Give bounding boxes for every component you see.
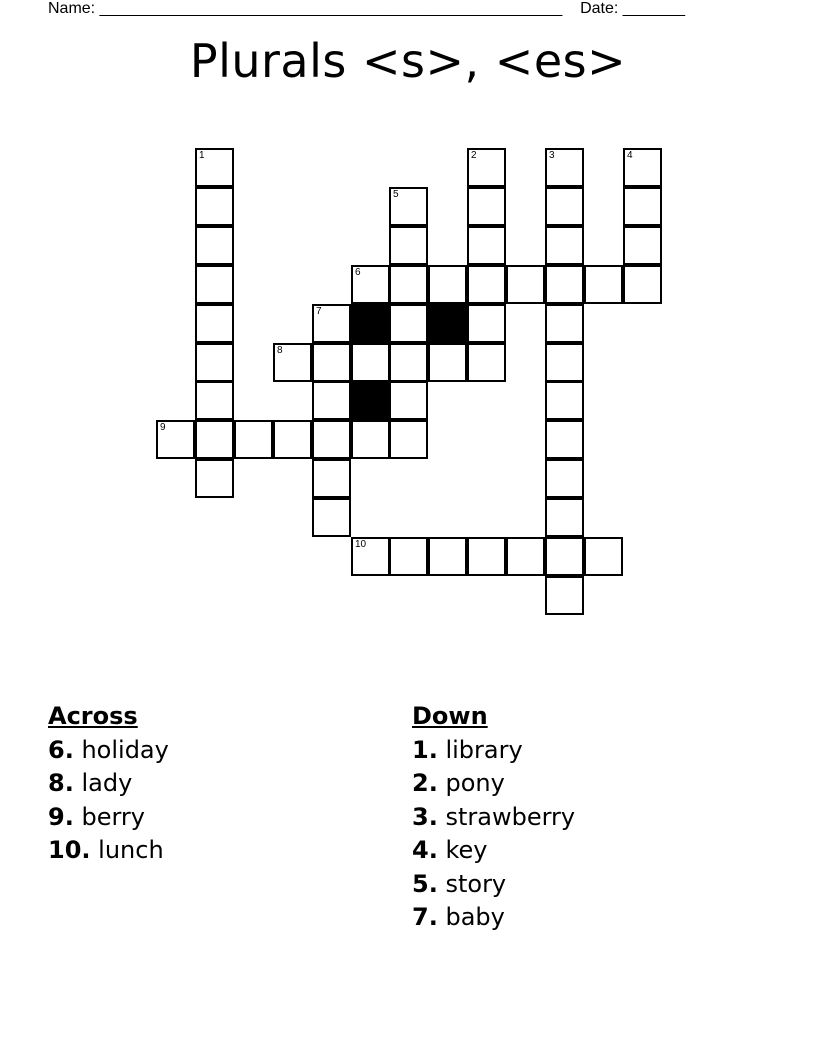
clue-text: lady	[81, 769, 133, 797]
crossword-cell[interactable]	[545, 148, 584, 187]
clue-text: berry	[81, 802, 145, 831]
clue-number: 10.	[48, 836, 91, 864]
across-heading: Across	[48, 702, 138, 730]
crossword-cell[interactable]	[428, 265, 467, 304]
crossword-cell[interactable]	[545, 537, 584, 576]
clue-number-label: 8	[277, 345, 283, 356]
crossword-cell[interactable]	[545, 187, 584, 226]
crossword-cell[interactable]	[506, 537, 545, 576]
clue-down-7	[412, 901, 575, 935]
crossword-cell[interactable]	[584, 265, 623, 304]
crossword-cell[interactable]	[428, 537, 467, 576]
clue-number-label: 9	[160, 422, 166, 433]
date-label: Date:	[580, 0, 619, 17]
crossword-cell[interactable]	[545, 226, 584, 265]
clue-number: 2.	[412, 769, 438, 797]
clue-text: lunch	[98, 836, 164, 864]
clue-text: story	[445, 869, 507, 898]
down-clues	[412, 700, 575, 935]
clue-number: 9.	[48, 802, 74, 831]
clue-down-5	[412, 868, 575, 902]
clue-number-label: 1	[199, 150, 205, 161]
clue-across-10	[48, 834, 169, 868]
clue-text: strawberry	[445, 802, 576, 831]
crossword-cell[interactable]	[428, 343, 467, 382]
crossword-cell[interactable]	[312, 498, 351, 537]
crossword-cell[interactable]	[195, 148, 234, 187]
crossword-black-cell	[351, 304, 390, 343]
page-title: Plurals <s>, <es>	[189, 34, 627, 88]
crossword-cell[interactable]	[545, 459, 584, 498]
crossword-cell[interactable]	[467, 226, 506, 265]
clue-number-label: 2	[471, 150, 477, 161]
crossword-cell[interactable]	[545, 576, 584, 615]
crossword-cell[interactable]	[389, 304, 428, 343]
clue-text: library	[445, 735, 523, 764]
clue-down-4	[412, 834, 575, 868]
crossword-cell[interactable]	[467, 148, 506, 187]
crossword-cell[interactable]	[312, 420, 351, 459]
crossword-cell[interactable]	[389, 187, 428, 226]
crossword-cell[interactable]	[195, 459, 234, 498]
clue-text: baby	[445, 903, 505, 931]
crossword-cell[interactable]	[545, 343, 584, 382]
clue-number: 3.	[412, 802, 438, 831]
crossword-cell[interactable]	[389, 343, 428, 382]
crossword-cell[interactable]	[273, 420, 312, 459]
crossword-cell[interactable]	[623, 187, 662, 226]
clue-number: 7.	[412, 903, 438, 931]
name-field[interactable]: ____________________________________________________	[99, 0, 563, 17]
crossword-cell[interactable]	[195, 420, 234, 459]
crossword-cell[interactable]	[467, 265, 506, 304]
clue-number: 6.	[48, 735, 74, 764]
clue-number-label: 3	[549, 150, 555, 161]
crossword-cell[interactable]	[351, 265, 390, 304]
crossword-cell[interactable]	[467, 537, 506, 576]
crossword-cell[interactable]	[389, 381, 428, 420]
crossword-cell[interactable]	[312, 381, 351, 420]
clue-down-3	[412, 801, 575, 835]
crossword-cell[interactable]	[389, 226, 428, 265]
clue-number-label: 7	[316, 306, 322, 317]
crossword-cell[interactable]	[312, 304, 351, 343]
crossword-cell[interactable]	[195, 381, 234, 420]
clue-down-1	[412, 734, 575, 768]
crossword-cell[interactable]	[545, 498, 584, 537]
crossword-black-cell	[428, 304, 467, 343]
date-field[interactable]: _______	[622, 0, 686, 17]
crossword-cell[interactable]	[389, 420, 428, 459]
crossword-cell[interactable]	[584, 537, 623, 576]
clue-number: 8.	[48, 769, 74, 797]
crossword-cell[interactable]	[467, 304, 506, 343]
clue-across-9	[48, 801, 169, 835]
crossword-cell[interactable]	[351, 537, 390, 576]
crossword-cell[interactable]	[351, 420, 390, 459]
crossword-cell[interactable]	[195, 343, 234, 382]
crossword-cell[interactable]	[351, 343, 390, 382]
crossword-cell[interactable]	[545, 304, 584, 343]
name-label: Name:	[48, 0, 96, 17]
clue-across-8	[48, 767, 169, 801]
crossword-cell[interactable]	[467, 187, 506, 226]
clue-number: 5.	[412, 869, 438, 898]
crossword-cell[interactable]	[389, 537, 428, 576]
crossword-cell[interactable]	[234, 420, 273, 459]
clue-number: 1.	[412, 735, 438, 764]
down-heading: Down	[412, 702, 488, 730]
clue-number: 4.	[412, 836, 438, 864]
crossword-cell[interactable]	[623, 148, 662, 187]
clue-text: key	[445, 836, 488, 864]
crossword-cell[interactable]	[195, 265, 234, 304]
clue-down-2	[412, 767, 575, 801]
crossword-cell[interactable]	[506, 265, 545, 304]
crossword-cell[interactable]	[623, 265, 662, 304]
crossword-cell[interactable]	[273, 343, 312, 382]
across-clues	[48, 700, 169, 868]
crossword-cell[interactable]	[545, 420, 584, 459]
clue-across-6	[48, 734, 169, 768]
clue-number-label: 5	[393, 189, 399, 200]
crossword-cell[interactable]	[389, 265, 428, 304]
clue-number-label: 6	[355, 267, 361, 278]
header-fields	[48, 0, 685, 18]
crossword-cell[interactable]	[195, 187, 234, 226]
crossword-cell[interactable]	[623, 226, 662, 265]
crossword-black-cell	[351, 381, 390, 420]
clue-number-label: 4	[627, 150, 633, 161]
clue-number-label: 10	[355, 539, 367, 550]
clue-text: holiday	[81, 735, 169, 764]
crossword-cell[interactable]	[467, 343, 506, 382]
crossword-cell[interactable]	[545, 381, 584, 420]
crossword-cell[interactable]	[545, 265, 584, 304]
crossword-cell[interactable]	[156, 420, 195, 459]
clue-text: pony	[445, 769, 505, 797]
crossword-cell[interactable]	[312, 459, 351, 498]
crossword-cell[interactable]	[195, 304, 234, 343]
crossword-cell[interactable]	[312, 343, 351, 382]
crossword-cell[interactable]	[195, 226, 234, 265]
